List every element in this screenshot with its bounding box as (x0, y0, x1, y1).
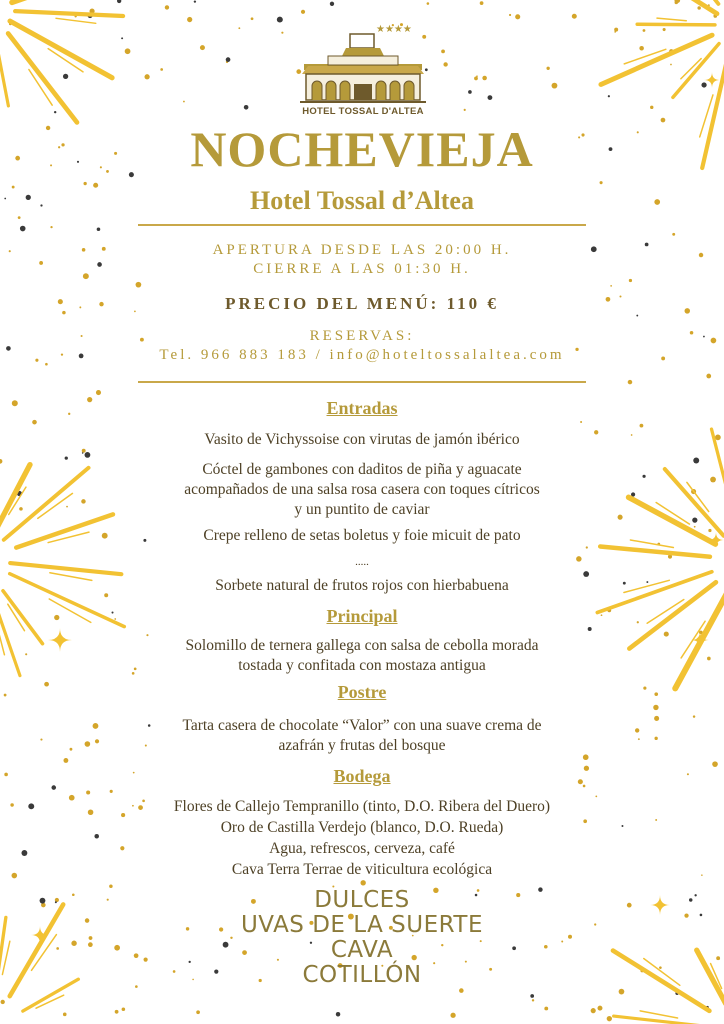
hotel-building-icon (298, 30, 428, 108)
confetti-dot (572, 14, 577, 19)
firework-ray (637, 24, 715, 25)
confetti-dot (600, 181, 603, 184)
confetti-dot (443, 62, 447, 66)
confetti-dot (360, 880, 365, 885)
menu-item: tostada y confitada con mostaza antigua (238, 657, 486, 674)
confetti-dot (281, 32, 283, 34)
firework-ray (642, 0, 718, 4)
firework-ray (614, 1016, 703, 1024)
confetti-dot (580, 421, 582, 423)
confetti-dot (672, 233, 675, 236)
extra-item: DULCES (314, 887, 410, 913)
menu-price: PRECIO DEL MENÚ: 110 € (225, 294, 499, 313)
opening-hours: APERTURA DESDE LAS 20:00 H. (212, 242, 512, 258)
confetti-dot (530, 994, 534, 998)
confetti-dot (32, 420, 37, 425)
confetti-dot (165, 5, 169, 9)
extra-item: UVAS DE LA SUERTE (240, 912, 484, 938)
confetti-dot (515, 14, 520, 19)
confetti-dot (63, 74, 68, 79)
confetti-dot (277, 17, 283, 23)
confetti-dot (238, 27, 240, 29)
confetti-dot (427, 2, 430, 5)
confetti-dot (643, 29, 646, 32)
confetti-dot (122, 1007, 126, 1011)
menu-item: Cava Terra Terrae de viticultura ecológica (231, 861, 493, 878)
confetti-dot (608, 95, 610, 97)
firework-ray (10, 21, 112, 78)
confetti-dot (125, 48, 131, 54)
closing-hours: CIERRE A LAS 01:30 H. (253, 261, 471, 277)
confetti-dot (63, 758, 68, 763)
firework-ray (15, 11, 123, 16)
confetti-dot (509, 14, 511, 16)
menu-item: Flores de Callejo Tempranillo (tinto, D.O. Ribera del Duero) (173, 798, 551, 815)
confetti-dot (54, 111, 56, 113)
confetti-dot (63, 1013, 67, 1017)
confetti-dot (650, 106, 653, 109)
confetti-dot (468, 90, 472, 94)
confetti-dot (607, 1016, 612, 1021)
hotel-stars: ★★★★ (376, 24, 412, 35)
confetti-dot (83, 182, 86, 185)
confetti-dot (670, 64, 672, 66)
confetti-dot (663, 28, 666, 31)
extra-item: CAVA (330, 937, 394, 963)
confetti-dot (546, 67, 549, 70)
confetti-dot (50, 226, 52, 228)
confetti-dot (301, 10, 305, 14)
confetti-dot (488, 95, 493, 100)
confetti-dot (96, 390, 101, 395)
confetti-dot (136, 282, 142, 288)
confetti-dot (18, 216, 21, 219)
confetti-dot (441, 49, 445, 53)
confetti-dot (244, 105, 249, 110)
confetti-dot (196, 1010, 200, 1014)
firework-ray (657, 18, 686, 21)
confetti-dot (591, 1008, 596, 1013)
confetti-dot (474, 77, 478, 81)
hotel-subtitle: Hotel Tossal d’Altea (250, 186, 474, 215)
confetti-dot (160, 68, 163, 71)
confetti-dot (586, 546, 588, 548)
confetti-dot (628, 380, 633, 385)
confetti-dot (706, 374, 711, 379)
reservations-label: RESERVAS: (309, 328, 415, 344)
confetti-dot (117, 0, 121, 3)
menu-item: Vasito de Vichyssoise con virutas de jamón ibérico (204, 431, 520, 448)
confetti-dot (610, 285, 612, 287)
confetti-dot (588, 627, 592, 631)
confetti-dot (86, 790, 90, 794)
menu-item: Tarta casera de chocolate “Valor” con una suave crema de (182, 717, 542, 734)
confetti-dot (183, 101, 185, 103)
confetti-dot (614, 28, 618, 32)
confetti-dot (697, 6, 700, 9)
confetti-dot (639, 46, 644, 51)
extra-item: COTILLÓN (302, 962, 422, 988)
confetti-dot (336, 1012, 340, 1016)
confetti-dot (614, 31, 616, 33)
divider-bottom (138, 381, 586, 383)
confetti-dot (552, 83, 558, 89)
section-heading-principal: Principal (326, 606, 398, 626)
confetti-dot (97, 227, 101, 231)
menu-item: Agua, refrescos, cerveza, café (269, 840, 455, 857)
menu-item: y un puntito de caviar (294, 501, 430, 518)
menu-item: Cóctel de gambones con daditos de piña y aguacate (202, 461, 522, 478)
menu-item: azafrán y frutas del bosque (278, 737, 446, 754)
menu-separator: ..... (355, 556, 369, 568)
firework-ray (647, 0, 717, 14)
page-title: NOCHEVIEJA (190, 121, 534, 177)
section-heading-bodega: Bodega (333, 766, 391, 786)
confetti-dot (480, 1, 484, 5)
confetti-dot (20, 226, 26, 232)
section-heading-postre: Postre (337, 682, 387, 702)
confetti-dot (544, 1007, 548, 1011)
firework-ray (601, 35, 712, 84)
confetti-dot (619, 989, 625, 995)
firework-ray (0, 33, 8, 106)
confetti-dot (110, 790, 113, 793)
hotel-logo-name: HOTEL TOSSAL D'ALTEA (302, 106, 424, 117)
confetti-dot (636, 315, 638, 317)
confetti-dot (640, 424, 644, 428)
confetti-dot (200, 45, 205, 50)
reservations-contact: Tel. 966 883 183 / info@hoteltossalaltea.com (159, 347, 565, 363)
confetti-dot (629, 279, 632, 282)
confetti-dot (450, 1013, 455, 1018)
menu-item: Sorbete natural de frutos rojos con hierbabuena (215, 577, 509, 594)
firework-ray (56, 18, 96, 23)
menu-item: Solomillo de ternera gallega con salsa de cebolla morada (185, 637, 539, 654)
confetti-dot (226, 57, 231, 62)
confetti-dot (1, 1000, 5, 1004)
confetti-dot (701, 82, 706, 87)
confetti-dot (459, 988, 464, 993)
confetti-dot (476, 75, 478, 77)
menu-item: Oro de Castilla Verdejo (blanco, D.O. Rueda) (220, 819, 504, 836)
confetti-dot (464, 109, 466, 111)
menu-item: acompañados de una salsa rosa casera con toques cítricos (184, 481, 540, 498)
firework-ray (640, 1011, 677, 1018)
divider-top (138, 224, 586, 226)
menu-item: Crepe relleno de setas boletus y foie micuit de pato (203, 527, 521, 544)
confetti-dot (653, 705, 658, 710)
confetti-dot (144, 74, 149, 79)
confetti-dot (121, 37, 123, 39)
firework-ray (12, 0, 115, 2)
confetti-dot (115, 1010, 119, 1014)
confetti-dot (598, 1006, 603, 1011)
hotel-logo (298, 24, 428, 122)
confetti-dot (187, 17, 192, 22)
confetti-dot (85, 452, 91, 458)
confetti-dot (482, 76, 487, 81)
confetti-dot (532, 999, 534, 1001)
confetti-dot (194, 0, 196, 2)
confetti-dot (330, 2, 334, 6)
confetti-dot (251, 17, 254, 20)
section-heading-entradas: Entradas (326, 398, 398, 418)
